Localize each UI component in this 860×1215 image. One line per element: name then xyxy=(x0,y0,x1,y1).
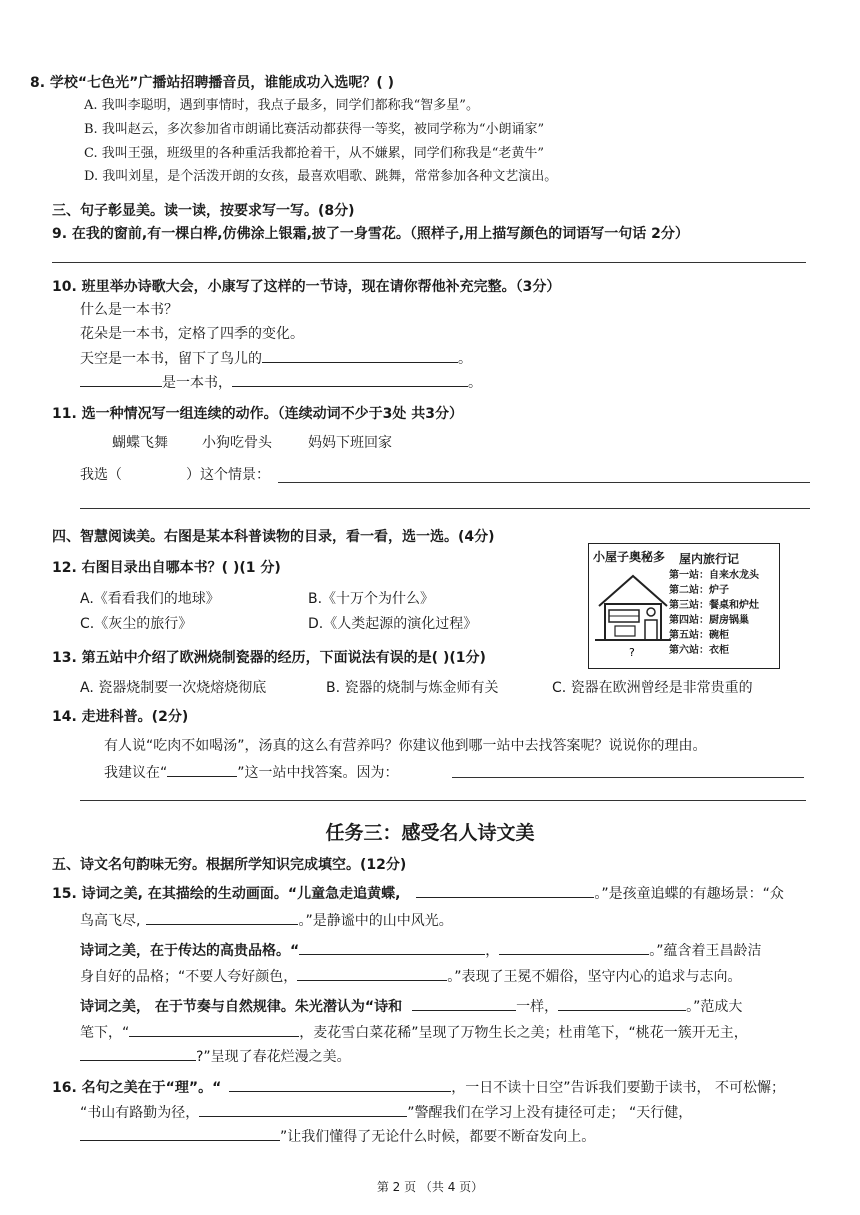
q14-stem: 14. 走进科普。(2分) xyxy=(52,709,189,725)
q16-row1-start: 16. 名句之美在于“理”。“ xyxy=(52,1080,222,1096)
q16-row2-start: “书山有路勤为径， xyxy=(80,1105,200,1121)
station-4: 第四站：厨房锅巢 xyxy=(669,615,749,626)
q15-blank-8[interactable] xyxy=(129,1022,299,1037)
q11-answer-line-2[interactable] xyxy=(80,508,810,509)
q15-row3-mid: ， xyxy=(485,943,500,959)
q15-row7 xyxy=(80,1046,351,1067)
q13-option-b: B. 瓷器的烧制与炼金师有关 xyxy=(326,680,499,696)
q15-row3-end: 。”蕴含着王昌龄洁 xyxy=(649,943,762,959)
q15-blank-1[interactable] xyxy=(416,883,594,898)
q16-row1 xyxy=(52,1077,785,1098)
q11-pick-close: ）这个情景： xyxy=(186,467,270,483)
q10-line3 xyxy=(80,348,472,369)
q15-blank-5[interactable] xyxy=(297,966,447,981)
q10-blank-1[interactable] xyxy=(262,348,458,363)
q14-line1: 有人说“吃肉不如喝汤”，汤真的这么有营养吗？你建议他到哪一站中去找答案呢？说说你的理由。 xyxy=(104,738,707,754)
q15-row5-end: 。”范成大 xyxy=(686,999,743,1015)
q15-blank-7[interactable] xyxy=(558,996,686,1011)
station-5: 第五站：碗柜 xyxy=(669,630,729,641)
q10-line3-end: 。 xyxy=(458,351,472,367)
q10-line4-text: 是一本书， xyxy=(162,375,232,391)
section-3-heading: 三、句子彰显美。读一读，按要求写一写。(8分) xyxy=(52,203,355,219)
task-3-title: 任务三：感受名人诗文美 xyxy=(325,822,535,844)
q15-row5-start: 诗词之美， 在于节奏与自然规律。朱光潜认为“诗和 xyxy=(80,999,403,1015)
q15-row5 xyxy=(80,996,742,1017)
q15-row7-end: ?”呈现了春花烂漫之美。 xyxy=(196,1049,351,1065)
q9-answer-line[interactable] xyxy=(52,262,806,263)
q15-row4-end: 。”表现了王冕不媚俗，坚守内心的追求与志向。 xyxy=(447,969,742,985)
q15-blank-6[interactable] xyxy=(412,996,516,1011)
q8-option-d: D. 我叫刘星，是个活泼开朗的女孩，最喜欢唱歌、跳舞，常常参加各种文艺演出。 xyxy=(84,169,558,184)
q16-blank-2[interactable] xyxy=(199,1102,407,1117)
q15-blank-9[interactable] xyxy=(80,1046,196,1061)
q10-blank-3[interactable] xyxy=(232,372,468,387)
q15-row1-end: 。”是孩童追蝶的有趣场景：“众 xyxy=(594,886,784,902)
q14-line2 xyxy=(104,762,399,783)
q12-stem: 12. 右图目录出自哪本书？( )(1 分) xyxy=(52,560,281,576)
q12-option-a: A.《看看我们的地球》 xyxy=(80,591,220,607)
q10-blank-2[interactable] xyxy=(80,372,162,387)
book-contents-figure xyxy=(588,543,780,669)
q15-blank-3[interactable] xyxy=(299,940,485,955)
house-icon xyxy=(595,568,671,658)
q15-row6-end: ，麦花雪白菜花稀”呈现了万物生长之美；杜甫笔下，“桃花一簇开无主， xyxy=(299,1025,748,1041)
q9-stem: 9. 在我的窗前,有一棵白桦,仿佛涂上银霜,披了一身雪花。（照样子,用上描写颜色的词语写一句话 2分） xyxy=(52,226,689,242)
q15-row1 xyxy=(52,883,784,904)
q15-row6 xyxy=(80,1022,748,1043)
q8-option-b: B. 我叫赵云，多次参加省市朗诵比赛活动都获得一等奖，被同学称为“小朗诵家” xyxy=(84,122,545,137)
q11-answer-line-1[interactable] xyxy=(278,482,810,483)
q12-option-b: B.《十万个为什么》 xyxy=(308,591,435,607)
q15-row4 xyxy=(80,966,742,987)
q15-blank-4[interactable] xyxy=(499,940,649,955)
q15-row2-end: 。”是静谧中的山中风光。 xyxy=(298,913,453,929)
q14-reason-line-2[interactable] xyxy=(80,800,806,801)
q13-option-a: A. 瓷器烧制要一次烧熔烧彻底 xyxy=(80,680,267,696)
q11-choice-1: 蝴蝶飞舞 xyxy=(112,435,168,451)
q16-blank-3[interactable] xyxy=(80,1126,280,1141)
q15-row3-start: 诗词之美，在于传达的高贵品格。“ xyxy=(80,943,300,959)
q16-row1-end: ，一日不读十日空”告诉我们要勤于读书， 不可松懈； xyxy=(451,1080,785,1096)
q15-blank-2[interactable] xyxy=(146,910,298,925)
q15-row6-start: 笔下，“ xyxy=(80,1025,130,1041)
q14-line2-end: ”这一站中找答案。因为： xyxy=(237,765,399,781)
station-2: 第二站：炉子 xyxy=(669,585,729,596)
q15-row2 xyxy=(80,910,453,931)
q15-row5-mid: 一样， xyxy=(516,999,559,1015)
q15-row1-start: 15. 诗词之美, 在其描绘的生动画面。“儿童急走追黄蝶, xyxy=(52,886,401,902)
q14-line2-start: 我建议在“ xyxy=(104,765,168,781)
q10-line4-end: 。 xyxy=(468,375,482,391)
q10-line2: 花朵是一本书，定格了四季的变化。 xyxy=(80,326,304,342)
q16-blank-1[interactable] xyxy=(229,1077,451,1092)
q11-stem: 11. 选一种情况写一组连续的动作。（连续动词不少于3处 共3分） xyxy=(52,406,464,422)
figure-title-left: 小屋子奥秘多 xyxy=(593,550,666,564)
q16-row2-end: ”警醒我们在学习上没有捷径可走； “天行健， xyxy=(407,1105,693,1121)
q10-line4 xyxy=(80,372,482,393)
q13-option-c: C. 瓷器在欧洲曾经是非常贵重的 xyxy=(552,680,753,696)
q12-option-d: D.《人类起源的演化过程》 xyxy=(308,616,478,632)
figure-title-right: 屋内旅行记 xyxy=(679,552,740,566)
station-6: 第六站：衣柜 xyxy=(669,645,729,656)
station-1: 第一站：自来水龙头 xyxy=(669,570,759,581)
q16-row3 xyxy=(80,1126,595,1147)
q10-stem: 10. 班里举办诗歌大会，小康写了这样的一节诗，现在请你帮他补充完整。（3分） xyxy=(52,279,561,295)
q14-station-blank[interactable] xyxy=(167,762,237,777)
q16-row2 xyxy=(80,1102,692,1123)
q11-choice-2: 小狗吃骨头 xyxy=(202,435,272,451)
q13-stem: 13. 第五站中介绍了欧洲烧制瓷器的经历，下面说法有误的是( )(1分) xyxy=(52,650,486,666)
q12-option-c: C.《灰尘的旅行》 xyxy=(80,616,193,632)
section-4-heading: 四、智慧阅读美。右图是某本科普读物的目录，看一看，选一选。(4分) xyxy=(52,529,495,545)
station-3: 第三站：餐桌和炉灶 xyxy=(669,600,759,611)
q14-reason-line-1[interactable] xyxy=(452,777,804,778)
q8-option-a: A. 我叫李聪明，遇到事情时，我点子最多，同学们都称我“智多星”。 xyxy=(84,98,479,113)
q10-line1: 什么是一本书？ xyxy=(80,302,178,318)
q8-option-c: C. 我叫王强，班级里的各种重活我都抢着干，从不嫌累，同学们称我是“老黄牛” xyxy=(84,146,545,161)
figure-question-mark: ? xyxy=(629,646,635,658)
q16-row3-end: ”让我们懂得了无论什么时候，都要不断奋发向上。 xyxy=(280,1129,596,1145)
q15-row4-start: 身自好的品格；“不要人夸好颜色， xyxy=(80,969,298,985)
q15-row3 xyxy=(80,940,761,961)
q11-pick-open: 我选（ xyxy=(80,467,122,483)
q10-line3-text: 天空是一本书，留下了鸟儿的 xyxy=(80,351,262,367)
section-5-heading: 五、诗文名句韵味无穷。根据所学知识完成填空。(12分) xyxy=(52,857,407,873)
q15-row2-start: 鸟高飞尽, xyxy=(80,913,141,929)
q8-stem: 8. 学校“七色光”广播站招聘播音员，谁能成功入选呢？( ) xyxy=(30,75,395,91)
q11-choice-3: 妈妈下班回家 xyxy=(308,435,392,451)
page-number: 第 2 页 （共 4 页） xyxy=(376,1180,484,1194)
